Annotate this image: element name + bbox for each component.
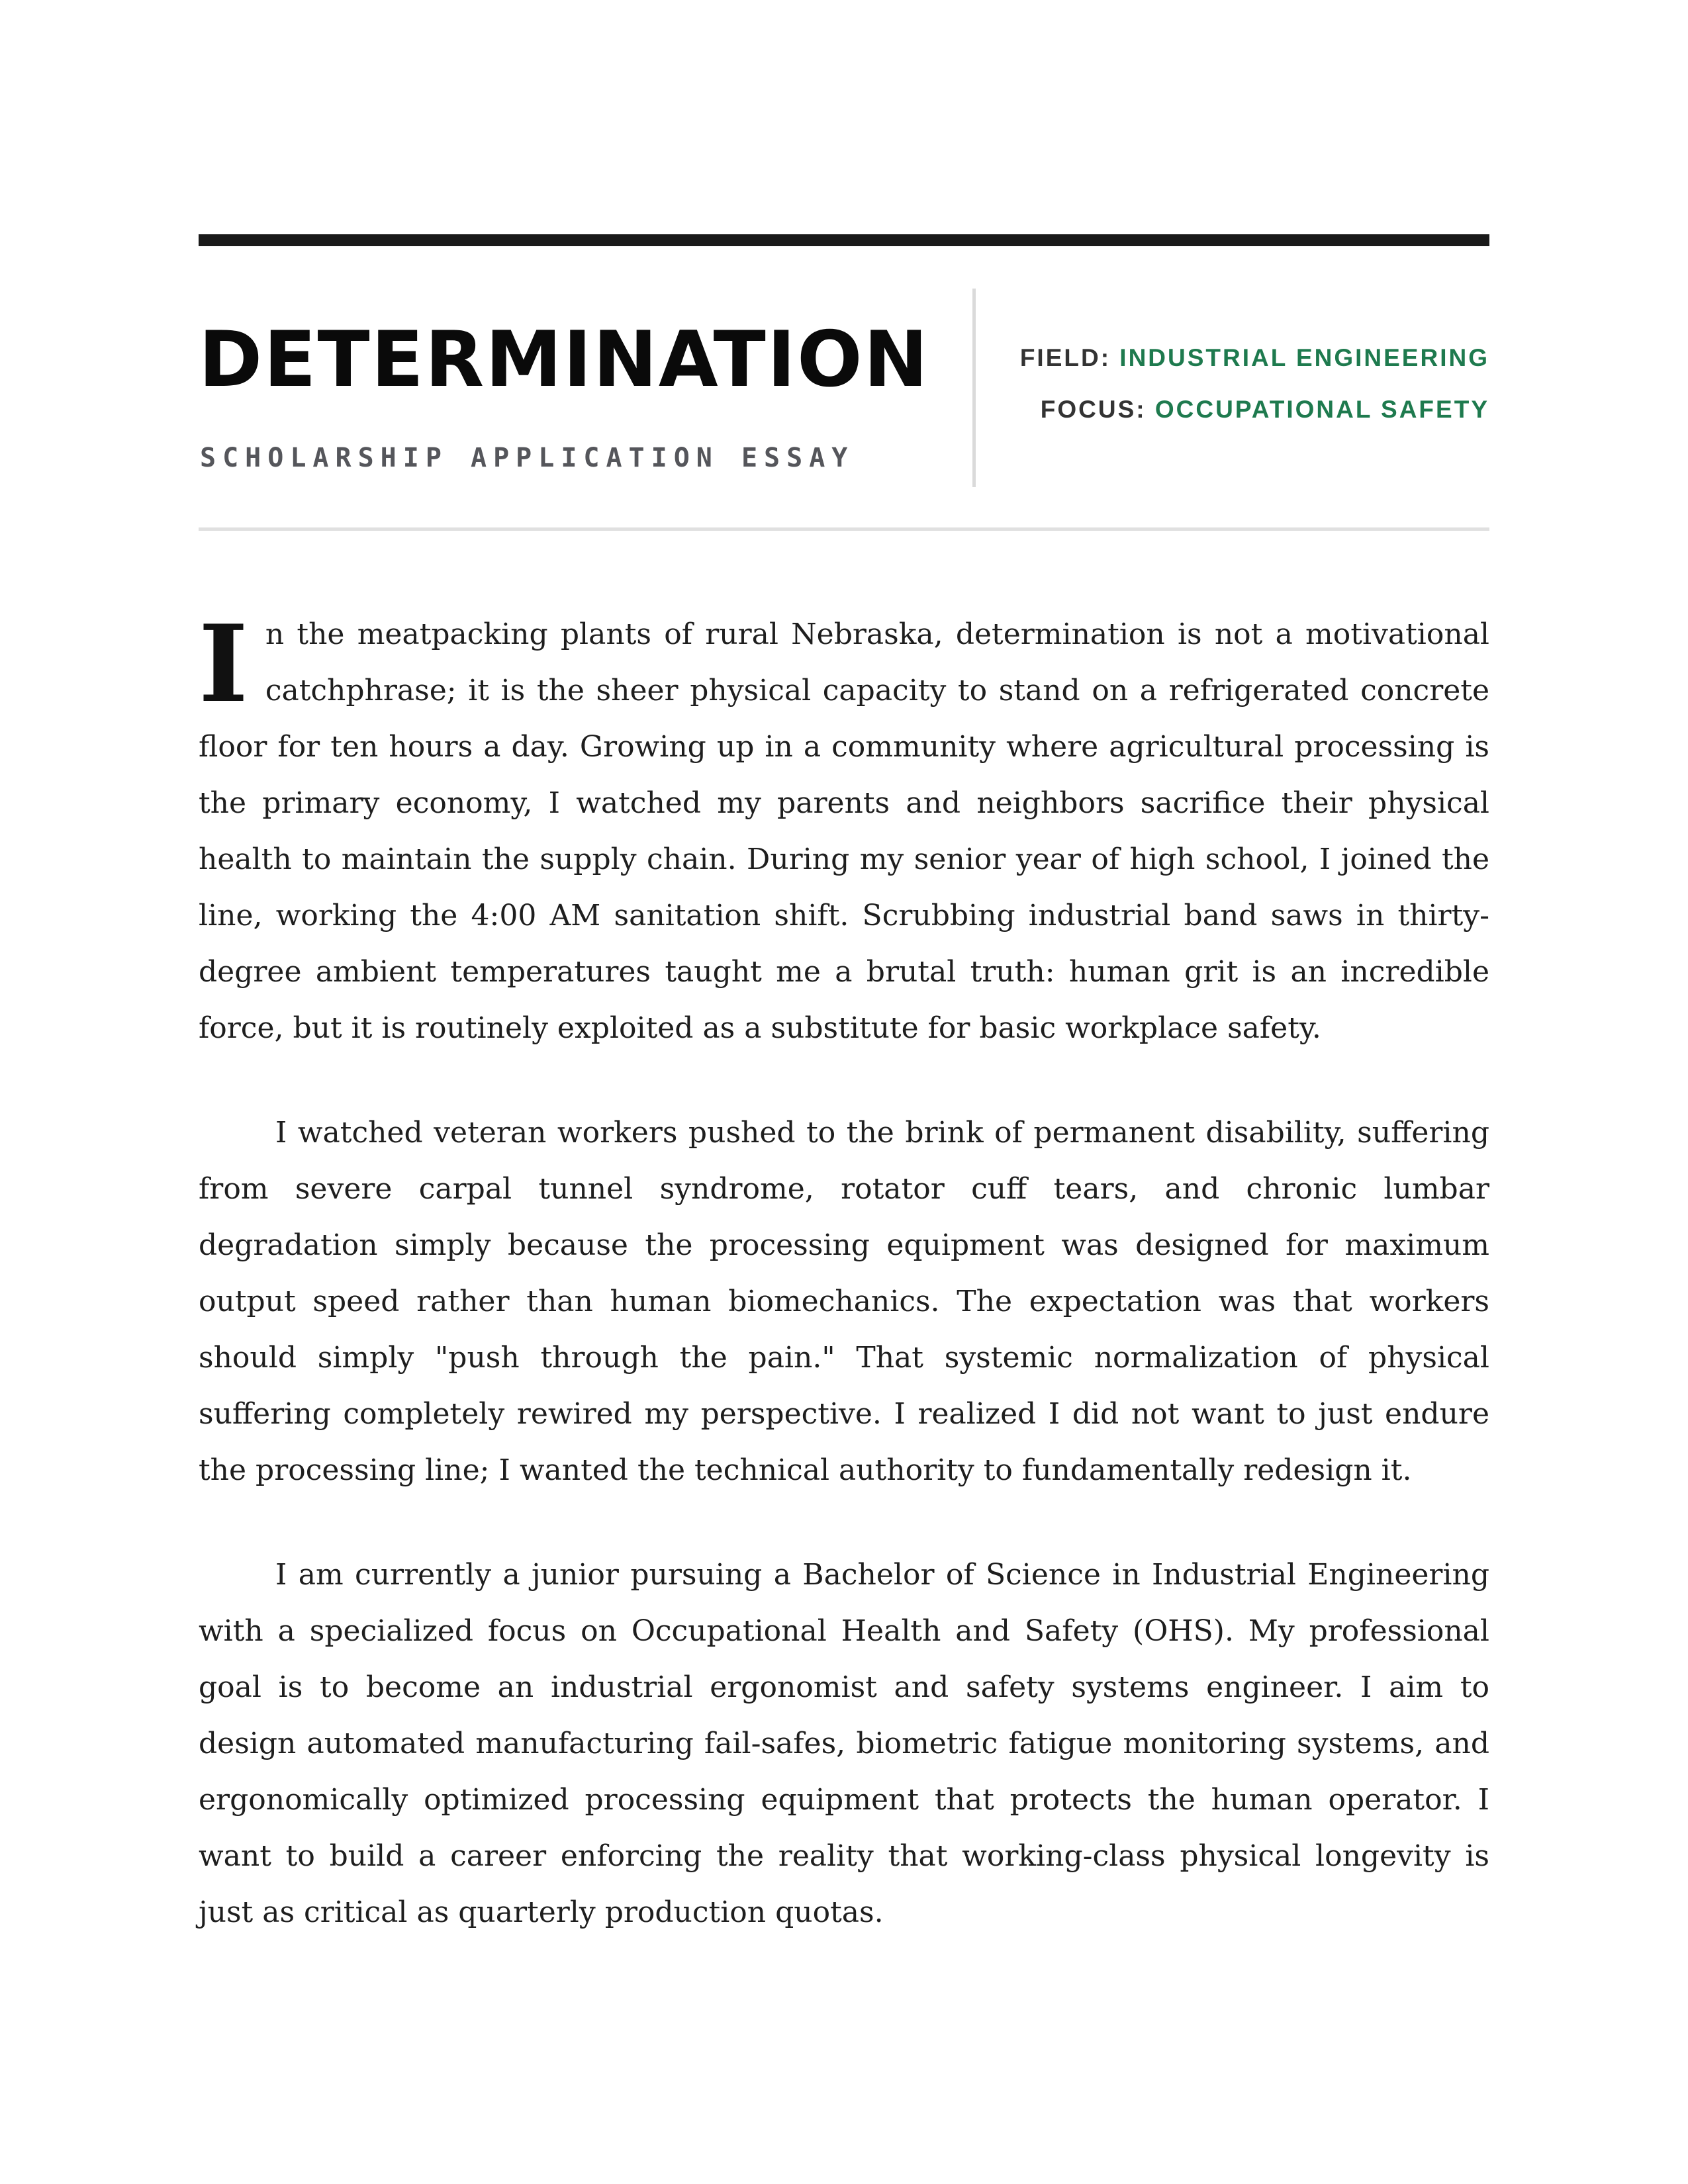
essay-paragraph-2: I watched veteran workers pushed to the brink of permanent disability, suffering from severe carpal tunnel syndrome, rotator cuff tears, and chronic lumbar degradation simply because the processing equipment was designed for maximum output speed rather than human biomechanics. The expectation was that workers should simply "push through the pain." That systemic normalization of physical suffering completely rewired my perspective. I realized I did not want to just endure the processing line; I wanted the technical authority to fundamentally redesign it. xyxy=(199,1116,1489,1487)
essay-metadata xyxy=(1000,341,1489,445)
essay-body xyxy=(199,602,1489,1989)
focus-label: FOCUS: xyxy=(1040,396,1147,423)
page-title: DETERMINATION xyxy=(199,315,929,404)
top-rule xyxy=(199,234,1489,246)
vertical-divider xyxy=(972,289,976,487)
document-subtitle: SCHOLARSHIP APPLICATION ESSAY xyxy=(200,443,855,473)
field-label: FIELD: xyxy=(1019,344,1111,371)
essay-paragraph-1 xyxy=(199,602,1489,1056)
header-divider xyxy=(199,527,1489,531)
field-value: INDUSTRIAL ENGINEERING xyxy=(1119,344,1489,371)
field-row xyxy=(1000,341,1489,393)
focus-value: OCCUPATIONAL SAFETY xyxy=(1154,396,1489,423)
focus-row xyxy=(1000,393,1489,445)
drop-cap: I xyxy=(199,602,248,726)
essay-paragraph-3: I am currently a junior pursuing a Bachelor of Science in Industrial Engineering with a specialized focus on Occupational Health and Safety (OHS). My professional goal is to become an industrial ergonomist and safety systems engineer. I aim to design automated manufacturing fail-safes, biometric fatigue monitoring systems, and ergonomically optimized processing equipment that protects the human operator. I want to build a career enforcing the reality that working-class physical longevity is just as critical as quarterly production quotas. xyxy=(199,1558,1489,1929)
paragraph-1-text: n the meatpacking plants of rural Nebraska, determination is not a motivational catchphrase; it is the sheer physical capacity to stand on a refrigerated concrete floor for ten hours a day. Growing up in a community where agricultural processing is the primary economy, I watched my parents and neighbors sacrifice their physical health to maintain the supply chain. During my senior year of high school, I joined the line, working the 4:00 AM sanitation shift. Scrubbing industrial band saws in thirty-degree ambient temperatures taught me a brutal truth: human grit is an incredible force, but it is routinely exploited as a substitute for basic workplace safety. xyxy=(199,617,1489,1045)
